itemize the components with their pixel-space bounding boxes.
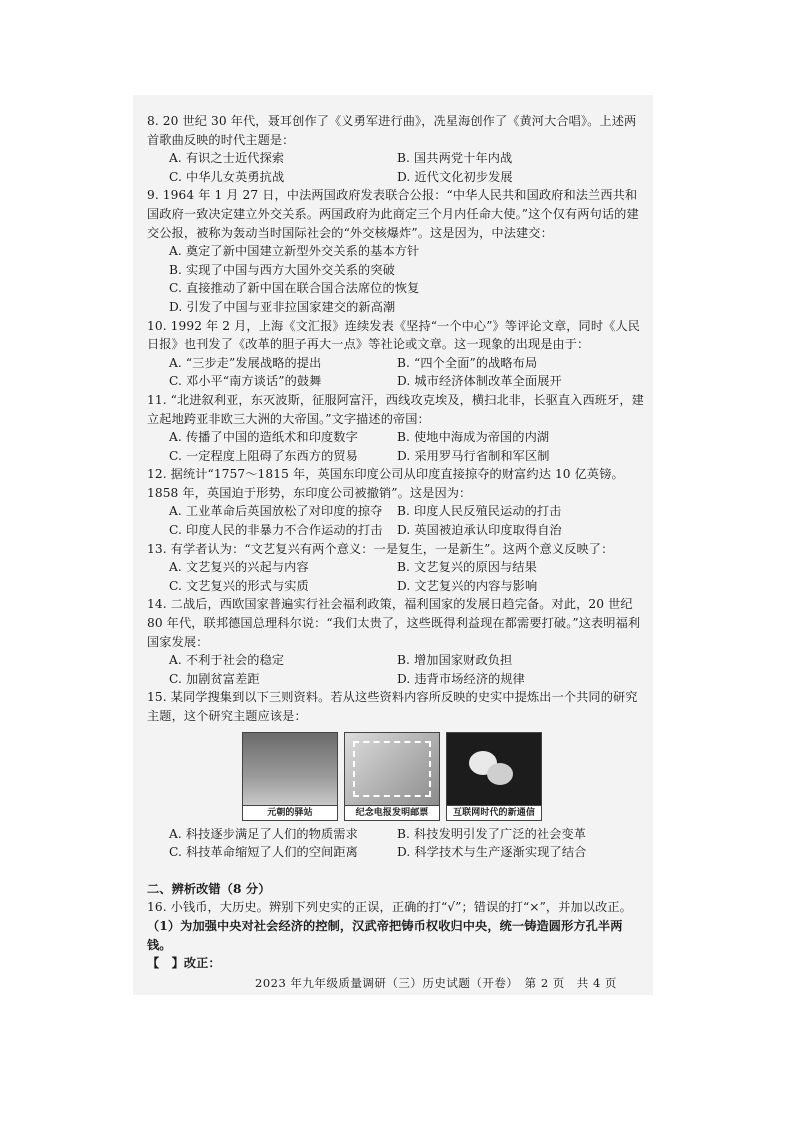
figure-row [242,732,542,821]
question-16-stem: 16. 小钱币，大历史。辨别下列史实的正误，正确的打“√”；错误的打“×”，并加以改正。 [147,900,632,915]
answer-bracket: 【 】改正： [147,956,221,971]
question-block [147,317,647,391]
horse-station-photo [243,733,337,805]
question-block [147,391,647,465]
option-b: B. 印度人民反殖民运动的打击 [397,504,562,519]
option-d: D. 引发了中国与亚非拉国家建交的新高潮 [169,299,396,314]
option-b: B. 国共两党十年内战 [397,151,513,166]
option-c: C. 一定程度上阻碍了东西方的贸易 [169,448,358,463]
option-b: B. 文艺复兴的原因与结果 [397,560,537,575]
option-c: C. 印度人民的非暴力不合作运动的打击 [169,523,383,538]
question-stem: 12. 据统计“1757～1815 年，英国东印度公司从印度直接掠夺的财富约达 10 亿英镑。1858 年，英国迫于形势，东印度公司被撤销”。这是因为： [147,467,624,500]
option-b: B. 实现了中国与西方大国外交关系的突破 [169,262,395,277]
option-b: B. 增加国家财政负担 [397,653,513,668]
question-block [147,112,647,186]
question-stem: 15. 某同学搜集到以下三则资料。若从这些资料内容所反映的史实中提炼出一个共同的研究主题，这个研究主题应该是： [147,690,638,723]
question-block [147,186,647,316]
option-a: A. “三步走”发展战略的提出 [169,355,322,370]
chat-bubble-icon [487,763,513,785]
option-d: D. 违背市场经济的规律 [397,671,525,686]
telegraph-stamp-photo [345,733,439,805]
question-block [147,540,647,596]
option-c: C. 文艺复兴的形式与实质 [169,578,309,593]
option-c: C. 邓小平“南方谈话”的鼓舞 [169,374,322,389]
option-list [147,502,647,539]
option-a: A. 科技逐步满足了人们的物质需求 [169,826,358,841]
option-list [147,651,647,688]
option-d: D. 英国被迫承认印度取得自治 [397,523,562,538]
question-stem: 13. 有学者认为：“文艺复兴有两个意义：一是复生，一是新生”。这两个意义反映了： [147,541,614,556]
option-d: D. 城市经济体制改革全面展开 [397,374,562,389]
figure [446,732,542,821]
page-footer: 2023 年九年级质量调研（三）历史试题（开卷） 第 2 页 共 4 页 [255,976,617,990]
figure [344,732,440,821]
option-list [147,428,647,465]
option-list [147,149,647,186]
exam-content [147,112,647,973]
option-c: C. 加剧贫富差距 [169,671,260,686]
question-stem: 14. 二战后，西欧国家普遍实行社会福利政策，福利国家的发展日趋完备。对此，20 世纪 80 年代，联邦德国总理科尔说：“我们太贵了，这些既得利益现在都需要打破。”这表明福利国家发展： [147,597,641,649]
option-a: A. 文艺复兴的兴起与内容 [169,560,309,575]
option-d: D. 采用罗马行省制和军区制 [397,448,550,463]
option-a: A. 奠定了新中国建立新型外交关系的基本方针 [169,244,420,259]
option-a: A. 工业革命后英国放松了对印度的掠夺 [169,504,383,519]
figure-caption: 互联网时代的新通信 [447,805,541,820]
question-stem: 8. 20 世纪 30 年代，聂耳创作了《义勇军进行曲》，冼星海创作了《黄河大合唱》。上述两首歌曲反映的时代主题是： [147,114,637,147]
option-list [147,354,647,391]
option-b: B. “四个全面”的战略布局 [397,355,538,370]
option-c: C. 直接推动了新中国在联合国合法席位的恢复 [169,281,420,296]
option-b: B. 使地中海成为帝国的内湖 [397,430,550,445]
question-stem: 9. 1964 年 1 月 27 日，中法两国政府发表联合公报：“中华人民共和国政府和法兰西共和国政府一致决定建立外交关系。两国政府为此商定三个月内任命大使。”这个仅有两句话的建交公报，被称为轰动当时国际社会的“外交核爆炸”。这是因为，中法建交： [147,188,639,240]
option-c: C. 中华儿女英勇抗战 [169,169,285,184]
question-block [147,688,647,861]
option-c: C. 科技革命缩短了人们的空间距离 [169,845,358,860]
question-block [147,595,647,688]
figure [242,732,338,821]
wechat-logo [447,733,541,805]
question-stem: 10. 1992 年 2 月，上海《文汇报》连续发表《坚持“一个中心”》等评论文章，同时《人民日报》也刊发了《改革的胆子再大一点》等社论或文章。这一现象的出现是由于： [147,318,640,352]
option-list [147,242,647,316]
option-list [147,825,647,862]
figure-caption: 元朝的驿站 [243,805,337,820]
question-block [147,465,647,539]
stamp-border [353,741,431,797]
option-d: D. 科学技术与生产逐渐实现了结合 [397,845,587,860]
figure-caption: 纪念电报发明邮票 [345,805,439,820]
option-a: A. 传播了中国的造纸术和印度数字 [169,430,358,445]
option-d: D. 近代文化初步发展 [397,169,513,184]
question-16-item-1: （1）为加强中央对社会经济的控制，汉武帝把铸币权收归中央，统一铸造圆形方孔半两钱。 [147,918,623,952]
option-list [147,558,647,595]
section-title: 二、辨析改错（8 分） [147,881,271,896]
option-d: D. 文艺复兴的内容与影响 [397,578,538,593]
option-b: B. 科技发明引发了广泛的社会变革 [397,826,587,841]
option-a: A. 不利于社会的稳定 [169,653,285,668]
question-list [147,112,647,862]
option-a: A. 有识之士近代探索 [169,151,285,166]
question-stem: 11. “北进叙利亚，东灭波斯，征服阿富汗，西线攻克埃及，横扫北非，长驱直入西班牙，建立起地跨亚非欧三大洲的大帝国。”文字描述的帝国： [147,392,644,426]
